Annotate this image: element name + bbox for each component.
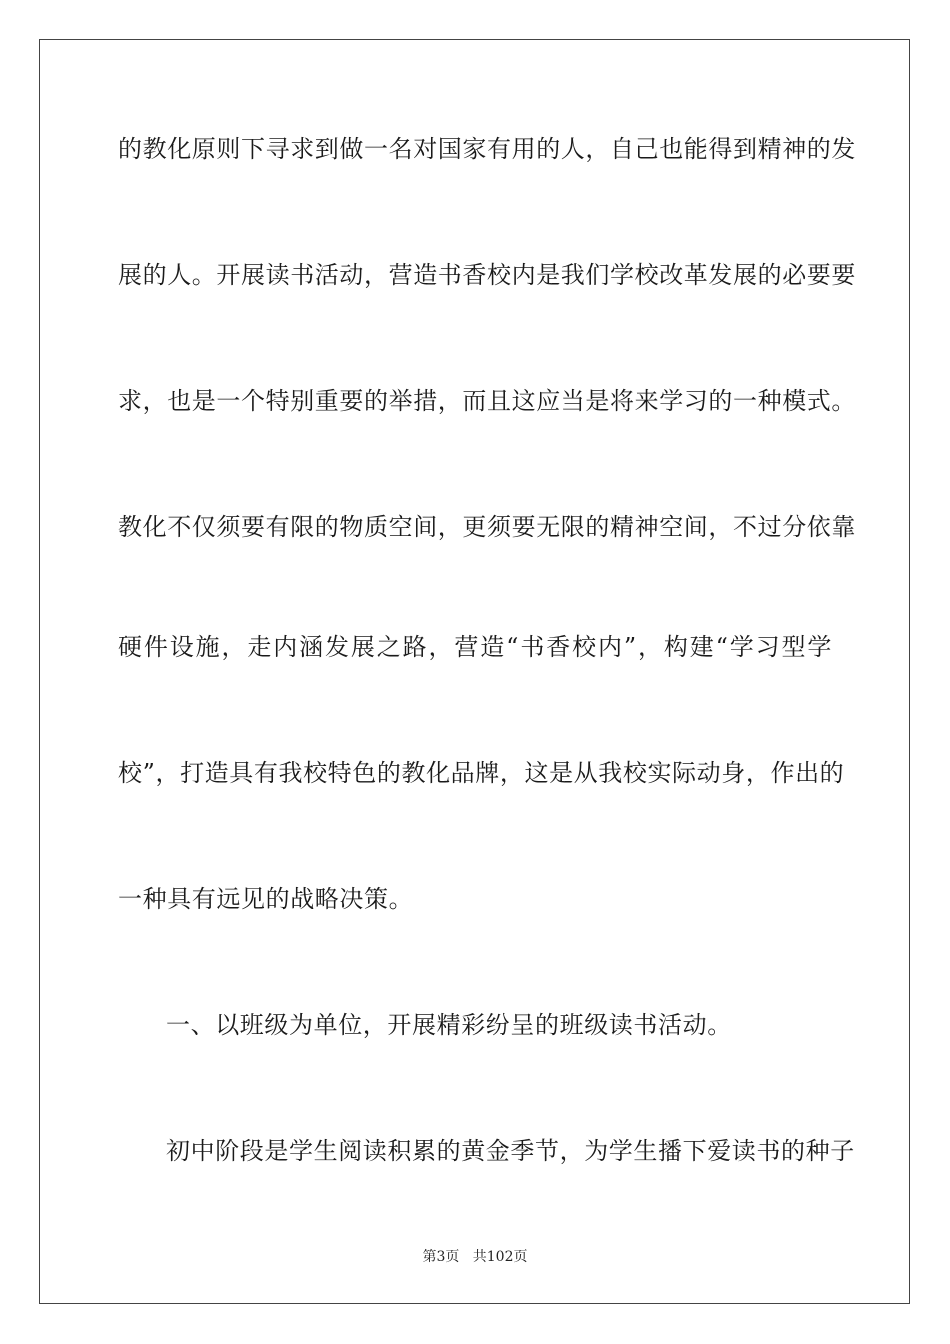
paragraph-line: 校”，打造具有我校特色的教化品牌，这是从我校实际动身，作出的 (118, 759, 845, 787)
paragraph-line: 求，也是一个特别重要的举措，而且这应当是将来学习的一种模式。 (118, 387, 856, 415)
page-number: 第3页 (422, 1249, 460, 1265)
paragraph-line: 一种具有远见的战略决策。 (118, 885, 414, 913)
section-heading: 一、以班级为单位，开展精彩纷呈的班级读书活动。 (166, 1011, 732, 1039)
paragraph-line: 初中阶段是学生阅读积累的黄金季节，为学生播下爱读书的种子 (166, 1137, 855, 1165)
paragraph-line: 硬件设施，走内涵发展之路，营造“书香校内”，构建“学习型学 (118, 633, 832, 661)
page-footer (0, 1248, 950, 1266)
page-frame (39, 39, 910, 1304)
paragraph-line: 展的人。开展读书活动，营造书香校内是我们学校改革发展的必要要 (118, 261, 856, 289)
page-total: 共102页 (472, 1249, 528, 1265)
paragraph-line: 教化不仅须要有限的物质空间，更须要无限的精神空间，不过分依靠 (118, 513, 856, 541)
paragraph-line: 的教化原则下寻求到做一名对国家有用的人，自己也能得到精神的发 (118, 135, 856, 163)
